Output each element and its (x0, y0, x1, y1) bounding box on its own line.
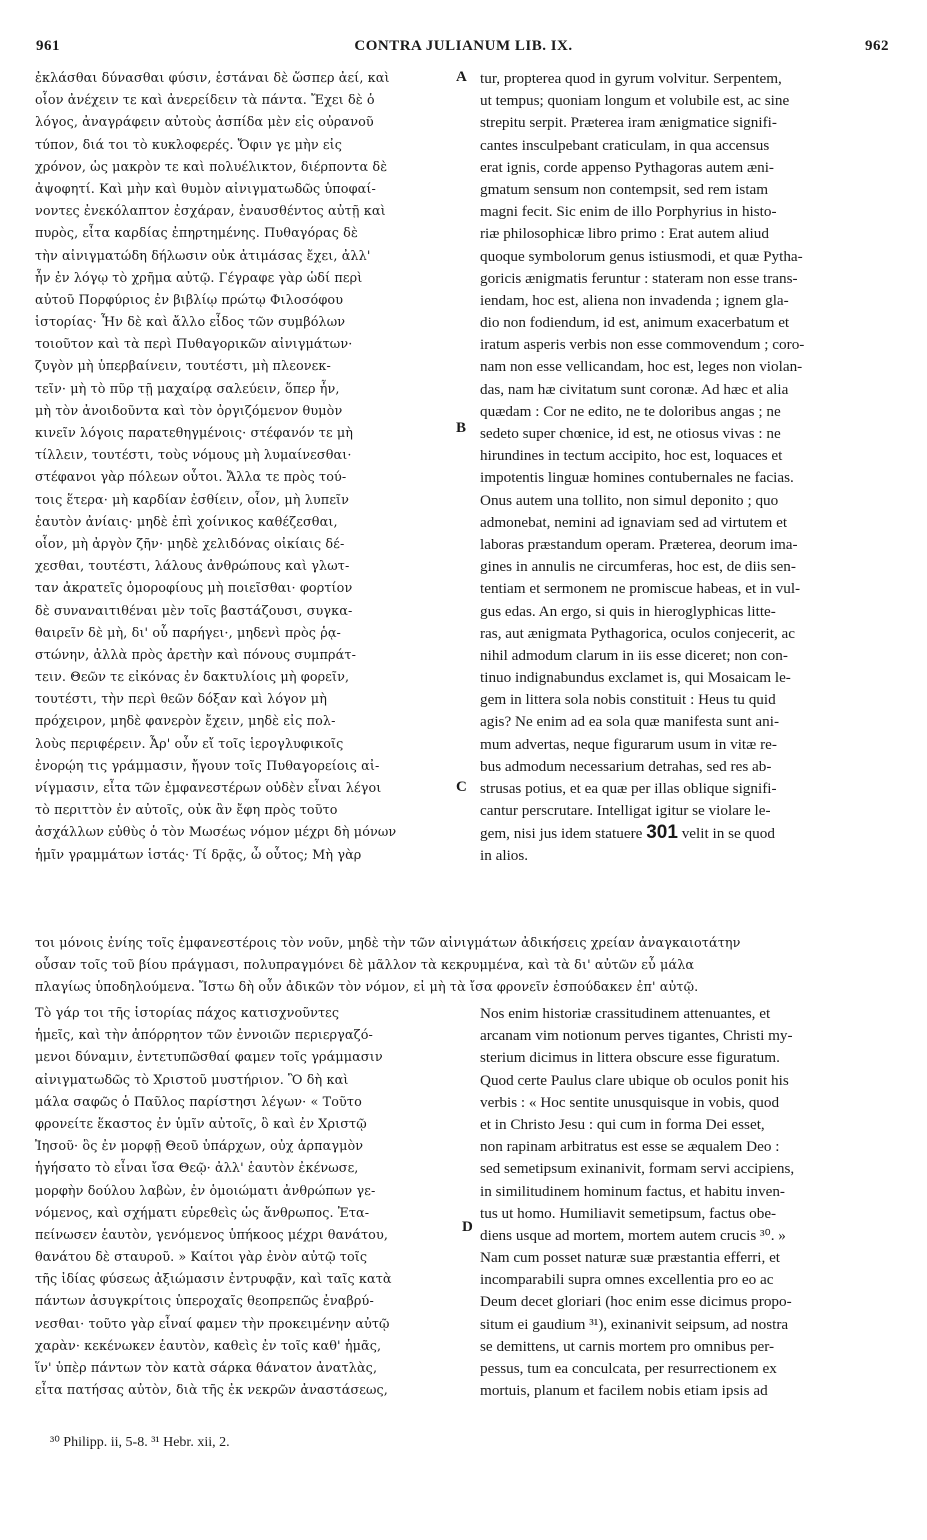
text-line: ras, aut ænigmata Pythagorica, oculos conjecerit, ac (480, 624, 796, 642)
text-line: tentiam et sermonem ne promiscue habeas, et in vul- (480, 580, 801, 598)
text-line: πάντων ἀσυγκρίτοις ὑπεροχαῖς θεοπρεπῶς ἐναβρύ- (35, 1294, 374, 1310)
text-line: gines in annulis ne circumferas, hoc est, de diis sen- (480, 558, 796, 576)
text-line: τειν. Θεῶν τε εἰκόνας ἐν δακτυλίοις μὴ φορεῖν, (35, 670, 350, 686)
text-line: gem in littera sola nobis constituit : Heus tu quid (480, 691, 776, 709)
text-line: χεσθαι, τουτέστι, λάλους ἀνθρώπους καὶ γλωτ- (35, 559, 350, 575)
running-title: CONTRA JULIANUM LIB. IX. (354, 38, 573, 54)
text-line: hirundines in tectum accipito, hoc est, loquaces et (480, 447, 783, 465)
text-line: cantes insculpebant craticulam, in qua accensus (480, 136, 770, 154)
text-line: χρόνον, ὡς μακρὸν τε καὶ πολυέλικτον, διέρποντα δὲ (35, 159, 388, 175)
text-line: ζυγὸν μὴ ὑπερβαίνειν, τουτέστι, μὴ πλεονεκ- (35, 359, 331, 375)
text-line: verbis : « Hoc sentite unusquisque in vobis, quod (480, 1093, 780, 1111)
text-line: diens usque ad mortem, mortem autem crucis ³⁰. » (480, 1226, 786, 1244)
text-line: οἷον, μὴ ἀργὸν ζῆν· μηδὲ χελιδόνας οἰκίαις δέ- (35, 536, 345, 552)
text-line: στώνην, ἀλλὰ πρὸς ἀρετὴν καὶ πόνους συμπράτ- (35, 647, 356, 663)
text-line: φρονείτε ἕκαστος ἐν ὑμῖν αὐτοῖς, ὃ καὶ ἐν Χριστῷ (35, 1116, 367, 1132)
text-line: incomparabili supra omnes excellentia pro eo ac (480, 1271, 774, 1289)
text-line: ἀσχάλλων εὐθὺς ὁ τὸν Μωσέως νόμον μέχρι δὴ μόνων (35, 825, 397, 841)
text-line: αὐτοῦ Πορφύριος ἐν βιβλίῳ πρώτῳ Φιλοσόφου (35, 292, 344, 308)
latin-top-lines (480, 68, 895, 822)
right-page-number: 962 (865, 38, 889, 54)
text-line: impotentis linguæ homines contubernales ne facias. (480, 469, 794, 487)
column-marker-c: C (456, 779, 467, 795)
text-line: δὲ συναναιτιθέναι μὲν τοῖς βαστάζουσι, συγκα- (35, 603, 353, 619)
text-fragment: gem, nisi jus idem statuere (480, 825, 643, 843)
text-line: χαρὰν· κεκένωκεν ἑαυτὸν, καθεὶς ἐν τοῖς καθ' ἡμᾶς, (35, 1338, 382, 1354)
text-line: μὴ τὸν ἀνοιδοῦντα καὶ τὸν ὀργιζόμενον θυμὸν (35, 403, 343, 419)
text-line: νοντες ἐνεκόλαπτον ἐσχάραν, ἐναυσθέντος αὐτῇ καὶ (35, 204, 386, 220)
text-line: ἡμεῖς, καὶ τὴν ἀπόρρητον τῶν ἐννοιῶν περιεργαζό- (35, 1028, 373, 1044)
text-fragment: velit in se quod (681, 825, 775, 843)
text-line: Deum decet gloriari (hoc enim esse dicimus propo- (480, 1293, 792, 1311)
text-line: tinuo indignabundus exclamet is, qui Mosaicam le- (480, 669, 791, 687)
text-line: στέφανοι γὰρ πόλεων οὗτοι. Ἄλλα τε πρὸς τού- (35, 470, 347, 486)
text-line: κινεῖν λόγοις παρατεθηγμένοις· στέφανόν τε μὴ (35, 426, 354, 441)
text-line: ἦν ἐν λόγῳ τὸ χρῆμα αὐτῷ. Γέγραφε γὰρ ὡδί περὶ (35, 270, 363, 286)
text-line: πλαγίως ὑποδηλούμενα. Ἴστω δὴ οὖν ἀδικῶν τὸν νόμον, εἰ μὴ τὰ ἴσα φρονεῖν ἐσπούδακεν ἐπ' αὐτῷ. (35, 980, 699, 996)
text-line: ταν ἀκρατεῖς ὁμοροφίους μὴ ποιεῖσθαι· φορτίον (35, 581, 353, 597)
text-line: magni fecit. Sic enim de illo Porphyrius in histo- (480, 203, 777, 221)
text-line: ἡγήσατο τὸ εἶναι ἴσα Θεῷ· ἀλλ' ἑαυτὸν ἐκένωσε, (35, 1161, 359, 1177)
text-line: arcanam vim notionum perves tigantes, Christi my- (480, 1027, 793, 1045)
text-line: Quod certe Paulus clare ubique ob oculos ponit his (480, 1071, 789, 1089)
text-line: τῆς ἰδίας φύσεως ἀξιώμασιν ἐντρυφᾷν, καὶ ταῖς κατὰ (35, 1272, 392, 1288)
text-line: ἱστορίας· Ἦν δὲ καὶ ἄλλο εἶδος τῶν συμβόλων (35, 315, 346, 331)
text-line: mum advertas, neque figurarum usum in vitæ re- (480, 735, 777, 753)
text-line: strusas potius, et ea quæ per illas oblique signifi- (480, 780, 777, 797)
text-line: quoque symbolorum genus istiusmodi, et quæ Pytha- (480, 247, 803, 265)
text-line: bus admodum necessarium detrahas, sed res ab- (480, 757, 772, 775)
text-line: admonebat, nemini ad ignaviam sed ad virtutem et (480, 513, 788, 531)
text-line: strepitu serpit. Præterea iram ænigmatice signifi- (480, 114, 777, 132)
text-line: τοις ἕτερα· μὴ καρδίαν ἐσθίειν, οἷον, μὴ λυπεῖν (35, 492, 350, 508)
text-line: tur, propterea quod in gyrum volvitur. Serpentem, (480, 70, 782, 87)
text-line: se demittens, ut carnis mortem pro omnibus per- (480, 1337, 775, 1355)
text-line: νεσθαι· τοῦτο γὰρ εἶναί φαμεν τὴν προκειμένην αὐτῷ (35, 1316, 390, 1332)
text-line: τοι μόνοις ἐνίης τοῖς ἐμφανεστέροις τὸν νοῦν, μηδὲ τὴν τῶν αἰνιγμάτων ἀδικήσεις χρείαν ἀναγκαιοτάτην (35, 936, 741, 951)
text-line: agis? Ne enim ad ea sola quæ manifesta sunt ani- (480, 713, 780, 731)
text-line: sterium dicimus in littera obscure esse figuratum. (480, 1049, 780, 1067)
column-marker-d: D (462, 1219, 473, 1235)
text-line: sedeto super chœnice, id est, ne otiosus vivas : ne (480, 425, 781, 442)
text-line: das, nam hæ civitatum sunt coronæ. Ad hæc et alia (480, 380, 789, 398)
text-line: πείνωσεν ἑαυτὸν, γενόμενος ὑπήκοος μέχρι θανάτου, (35, 1227, 389, 1243)
text-line: τουτέστι, τὴν περὶ θεῶν δόξαν καὶ λόγον μὴ (35, 692, 327, 708)
text-line: erat ignis, corde appenso Pythagoras autem æni- (480, 158, 774, 176)
text-line: οἷον ἀνέχειν τε καὶ ἀνερείδειν τὰ πάντα. Ἔχει δὲ ὁ (35, 93, 375, 109)
text-line: ἐκλάσθαι δύνασθαι φύσιν, ἑστάναι δὲ ὥσπερ ἀεί, καὶ (35, 71, 390, 86)
text-line: Nos enim historiæ crassitudinem attenuantes, et (480, 1005, 771, 1022)
column-number: 301 (646, 822, 678, 844)
greek-full-width-block (35, 933, 895, 1000)
left-page-number: 961 (36, 38, 60, 54)
text-line: dio non fodiendum, id est, animum exacerbatum et (480, 314, 790, 332)
text-line: θαιρεῖν δὲ μὴ, δι' οὗ παρήγει·, μηδενὶ πρὸς ῥᾳ- (35, 625, 341, 641)
text-line: situm ei gaudium ³¹), exinanivit seipsum, ad nostra (480, 1315, 789, 1333)
text-line: μενοι δύναμιν, ἐντετυπῶσθαί φαμεν τοῖς γράμμασιν (35, 1050, 383, 1066)
text-line: ut tempus; quoniam longum et volubile est, ac sine (480, 92, 790, 110)
latin-column-bottom (480, 1003, 895, 1402)
text-line: νίγμασιν, εἶτα τῶν ἐμφανεστέρων οὐδὲν εἶναι λέγοι (35, 781, 382, 796)
text-line: Onus autem una tollito, non simul deponito ; quo (480, 491, 779, 509)
text-line: τὸ περιττὸν ἐν αὐτοῖς, οὐκ ἂν ἔφη πρὸς τοῦτο (35, 803, 338, 819)
text-line: τίλλειν, τουτέστι, τοὺς νόμους μὴ λυμαίνεσθαι· (35, 448, 352, 464)
text-line: τεῖν· μὴ τὸ πῦρ τῇ μαχαίρᾳ σαλεύειν, ὅπερ ἦν, (35, 381, 340, 397)
text-line: pessus, tum ea conculcata, per resurrectionem ex (480, 1360, 777, 1377)
text-line: Ἰησοῦ· ὃς ἐν μορφῇ Θεοῦ ὑπάρχων, οὐχ ἁρπαγμὸν (35, 1139, 364, 1155)
text-line: gus edas. An ergo, si quis in hieroglyphicas litte- (480, 602, 776, 620)
text-line: αἰνιγματωδῶς τὸ Χριστοῦ μυστήριον. Ὃ δὴ καὶ (35, 1072, 349, 1088)
column-marker-b: B (456, 420, 467, 436)
text-line: nam non esse vellicandam, hoc est, leges non violan- (480, 358, 803, 376)
text-line: ἑαυτὸν ἀνίαις· μηδὲ ἐπὶ χοίνικος καθέζεσθαι, (35, 514, 338, 530)
text-line: riæ philosophicæ libro primo : Erat autem aliud (480, 225, 769, 243)
column-marker-a: A (456, 69, 467, 85)
text-line: τύπον, διά τοι τὸ κυκλοφερές. Ὄφιν γε μὴν εἰς (35, 137, 342, 153)
text-line: non rapinam arbitratus est esse se æqualem Deo : (480, 1138, 780, 1156)
latin-column-top (480, 68, 895, 867)
text-line: θανάτου δὲ σταυροῦ. » Καίτοι γὰρ ἐνὸν αὐτῷ τοῖς (35, 1250, 368, 1266)
text-line: goricis ænigmatis feruntur : stateram non esse trans- (480, 269, 798, 287)
text-line: λόγος, ἀναγράφειν αὐτοὺς ἀσπίδα μὲν εἰς οὐρανοῦ (35, 115, 374, 131)
text-line: εἶτα πατήσας αὐτὸν, διὰ τῆς ἐκ νεκρῶν ἀναστάσεως, (35, 1383, 388, 1399)
text-line: in alios. (480, 846, 529, 864)
text-line: Nam cum posset naturæ suæ præstantia efferri, et (480, 1249, 781, 1267)
text-line: mortuis, planum et facilem nobis etiam ipsis ad (480, 1382, 768, 1400)
text-line: ἡμῖν γραμμάτων ἱστάς· Τί δρᾷς, ὦ οὗτος; Μὴ γὰρ (35, 847, 362, 863)
text-line (480, 822, 895, 844)
text-line: λοὺς περιφέρειν. Ἆρ' οὖν εἴ τοῖς ἱερογλυφικοῖς (35, 736, 344, 752)
text-line: laboras præstandum operam. Præterea, deorum ima- (480, 535, 798, 553)
text-line: nihil admodum clarum in iis esse diceret; non con- (480, 646, 788, 664)
text-line: πυρὸς, εἶτα καρδίας ἐπηρτημένης. Πυθαγόρας δὲ (35, 226, 358, 242)
text-line: μάλα σαφῶς ὁ Παῦλος παρίστησι λέγων· « Τοῦτο (35, 1094, 362, 1110)
footnotes: ³⁰ Philipp. ii, 5-8. ³¹ Hebr. xii, 2. (50, 1435, 230, 1450)
text-line: ἵν' ὑπὲρ πάντων τὸν κατὰ σάρκα θάνατον ἀνατλὰς, (35, 1361, 378, 1376)
text-line: τὴν αἰνιγματώδη δήλωσιν οὐκ ἀτιμάσας ἔχει, ἀλλ' (35, 248, 371, 264)
text-line: μορφὴν δούλου λαβὼν, ἐν ὁμοιώματι ἀνθρώπων γε- (35, 1183, 376, 1199)
text-line: Τὸ γάρ τοι τῆς ἱστορίας πάχος κατισχνοῦντες (35, 1006, 340, 1021)
text-line: et in Christo Jesu : qui cum in forma Dei esset, (480, 1115, 765, 1133)
text-line: iendam, hoc est, aliena non invadenda ; ignem gla- (480, 291, 789, 309)
text-line: πρόχειρον, μηδὲ φανερὸν ἔχειν, μηδὲ εἰς πολ- (35, 714, 336, 730)
text-line: οὖσαν τοῖς τοῦ βίου πράγμασι, πολυπραγμόνει δὲ μᾶλλον τὰ κεκρυμμένα, καὶ τὰ δι' αὐτῶν εὖ μάλα (35, 958, 695, 974)
greek-column-top (35, 68, 455, 867)
text-line: iratum asperis verbis non esse commovendum ; coro- (480, 336, 805, 354)
text-line: τοιοῦτον καὶ τὰ περὶ Πυθαγορικῶν αἰνιγμάτων· (35, 337, 353, 353)
text-line: cantur perscrutare. Intelligat igitur se violare le- (480, 802, 771, 820)
text-line: sed semetipsum exinanivit, formam servi accipiens, (480, 1160, 795, 1178)
text-line: ἐνορῴη τις γράμμασιν, ἤγουν τοῖς Πυθαγορείοις αἰ- (35, 758, 380, 774)
text-line: νόμενος, καὶ σχήματι εὑρεθεὶς ὡς ἄνθρωπος. Ἐτα- (35, 1205, 370, 1221)
greek-column-bottom (35, 1003, 455, 1402)
text-line: ἀψοφητί. Καὶ μὴν καὶ θυμὸν αἰνιγματωδῶς ὑποφαί- (35, 181, 376, 197)
text-line: quædam : Cor ne edito, ne te doloribus angas ; ne (480, 402, 781, 420)
text-line: gmatum sensum non contempsit, sed rem istam (480, 180, 769, 198)
text-line: tus ut homo. Humiliavit semetipsum, factus obe- (480, 1204, 777, 1222)
text-line: in similitudinem hominum factus, et habitu inven- (480, 1182, 785, 1200)
